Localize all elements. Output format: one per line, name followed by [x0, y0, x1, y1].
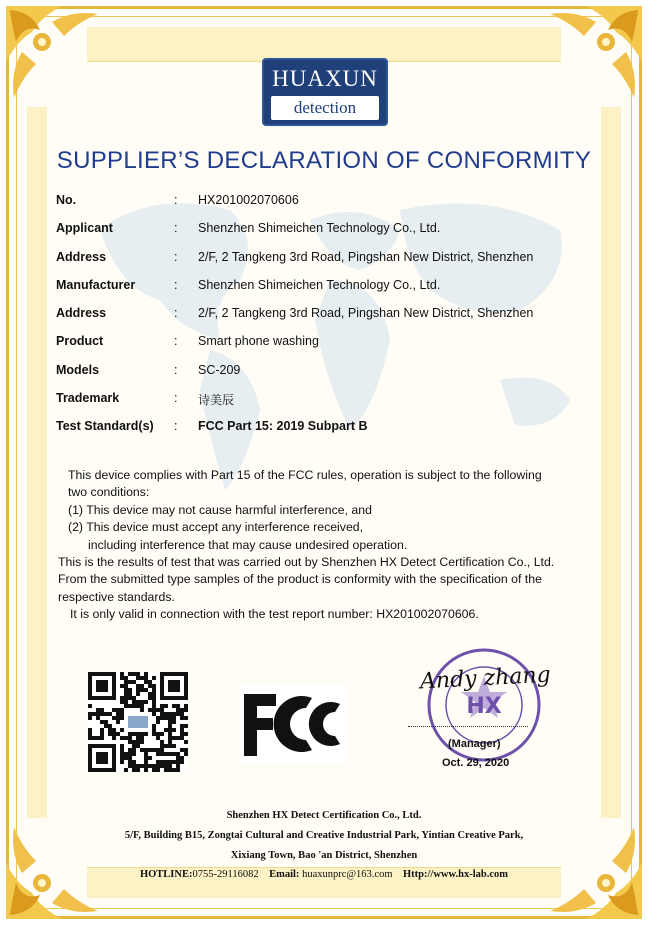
field-colon: :: [174, 391, 178, 406]
seal-center-text: HX: [466, 694, 502, 719]
body-paragraph: This device complies with Part 15 of the FCC rules, operation is subject to the following: [68, 468, 542, 482]
border-band-left: [27, 107, 47, 818]
border-band-top: [87, 27, 561, 62]
field-colon: :: [174, 306, 178, 321]
field-row-trademark: [56, 391, 616, 419]
footer-company: Shenzhen HX Detect Certification Co., Ltd.: [226, 810, 422, 821]
declaration-fields: [56, 193, 616, 448]
ornament-corner-icon: [536, 2, 646, 112]
field-value: Shenzhen Shimeichen Technology Co., Ltd.: [198, 221, 441, 236]
signature-line: [408, 722, 528, 727]
footer-contact: [40, 869, 608, 880]
field-value: Smart phone washing: [198, 334, 319, 349]
declaration-body: [56, 467, 616, 624]
hotline-number: 0755-29116082: [192, 869, 259, 880]
footer-address-line1: 5/F, Building B15, Zongtai Cultural and Creative Industrial Park, Yintian Creative Park,: [124, 830, 524, 841]
body-paragraph: From the submitted type samples of the product is conformity with the specification of the: [58, 572, 542, 587]
field-colon: :: [174, 362, 178, 377]
field-row-test-standard: [56, 419, 616, 447]
field-row-models: [56, 363, 616, 391]
logo-wordmark: HUAXUN: [272, 66, 378, 91]
email-address: huaxunprc@163.com: [302, 869, 393, 880]
qr-code-icon: [88, 672, 188, 772]
field-row-applicant: [56, 221, 616, 249]
field-label: Manufacturer: [56, 277, 136, 292]
field-value: Shenzhen Shimeichen Technology Co., Ltd.: [198, 277, 441, 292]
email-label: Email:: [269, 869, 300, 880]
field-value: 2/F, 2 Tangkeng 3rd Road, Pingshan New District, Shenzhen: [198, 306, 534, 321]
body-paragraph: (1) This device may not cause harmful interference, and: [68, 502, 372, 517]
body-paragraph: including interference that may cause undesired operation.: [88, 537, 408, 552]
fcc-logo-icon: [240, 684, 347, 764]
body-paragraph: two conditions:: [68, 485, 150, 500]
field-colon: :: [174, 334, 178, 349]
field-row-manufacturer-address: [56, 306, 616, 334]
field-value: SC-209: [198, 362, 241, 377]
signature: Andy zhang: [419, 662, 552, 695]
field-value: 诗美辰: [198, 393, 235, 408]
field-colon: :: [174, 419, 178, 434]
hotline-label: HOTLINE:: [139, 869, 193, 880]
field-row-product: [56, 334, 616, 362]
logo-subtitle: detection: [271, 96, 379, 120]
field-label: Models: [56, 362, 100, 377]
field-colon: :: [174, 221, 178, 236]
field-label: Product: [56, 334, 104, 349]
field-value: FCC Part 15: 2019 Subpart B: [198, 419, 368, 434]
field-label: Test Standard(s): [56, 419, 154, 434]
field-row-manufacturer: [56, 278, 616, 306]
field-colon: :: [174, 193, 178, 207]
field-value: HX201002070606: [198, 193, 299, 207]
signer-role: (Manager): [448, 738, 501, 750]
field-label: Trademark: [56, 391, 120, 406]
body-paragraph: This is the results of test that was carried out by Shenzhen HX Detect Certification Co., Ltd.: [58, 555, 555, 570]
body-paragraph: respective standards.: [58, 589, 175, 604]
field-label: No.: [56, 193, 77, 207]
field-label: Applicant: [56, 221, 113, 236]
body-paragraph: It is only valid in connection with the test report number: HX201002070606.: [70, 607, 479, 622]
body-paragraph: (2) This device must accept any interference received,: [68, 520, 364, 535]
field-value: 2/F, 2 Tangkeng 3rd Road, Pingshan New District, Shenzhen: [198, 249, 534, 264]
field-label: Address: [56, 306, 107, 321]
field-row-number: [56, 193, 616, 221]
field-colon: :: [174, 249, 178, 264]
field-row-applicant-address: [56, 250, 616, 278]
field-colon: :: [174, 277, 178, 292]
page-title: SUPPLIER’S DECLARATION OF CONFORMITY: [56, 147, 592, 174]
signature-date: Oct. 29, 2020: [442, 757, 510, 769]
website-link: Http://www.hx-lab.com: [403, 869, 509, 880]
huaxun-logo: [262, 58, 388, 126]
footer-address-line2: Xixiang Town, Bao 'an District, Shenzhen: [230, 850, 418, 861]
field-label: Address: [56, 249, 107, 264]
ornament-corner-icon: [2, 2, 112, 112]
